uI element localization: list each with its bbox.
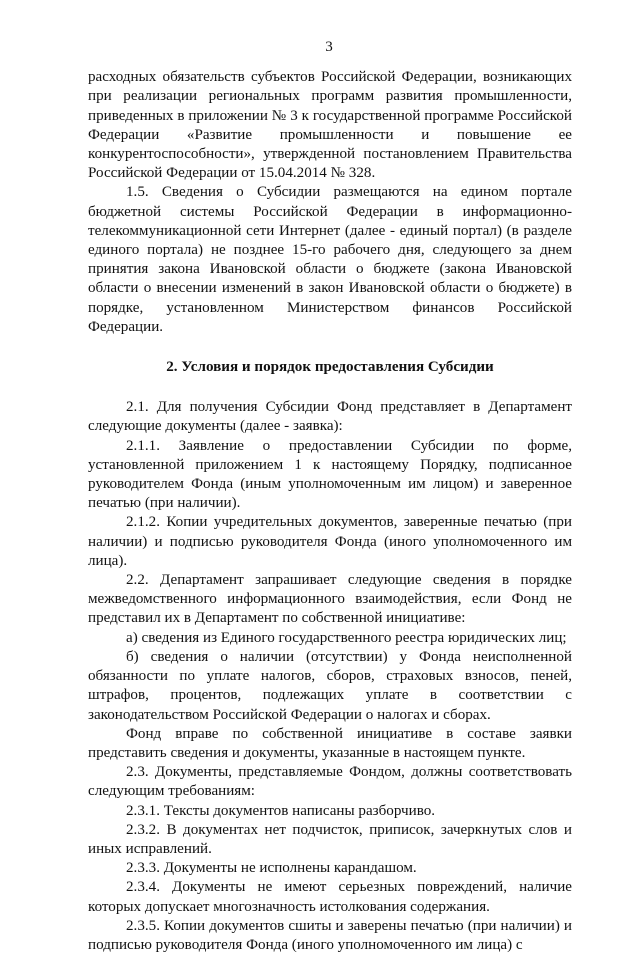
paragraph-2-1-1: 2.1.1. Заявление о предоставлении Субсидии по форме, установленной приложением 1 к настоящему Порядку, подписанное руководителем Фонда (иным уполномоченным им лицом) и заверенное печатью (при наличии). [88,437,572,512]
paragraph-2-1-2: 2.1.2. Копии учредительных документов, заверенные печатью (при наличии) и подписью руководителя Фонда (иного уполномоченного им лица). [88,514,572,569]
paragraph-2-3-2: 2.3.2. В документах нет подчисток, приписок, зачеркнутых слов и иных исправлений. [88,821,572,857]
section-heading: 2. Условия и порядок предоставления Субсидии [166,359,494,376]
paragraph-continuation: расходных обязательств субъектов Российской Федерации, возникающих при реализации региональных программ развития промышленности, приведенных в приложении № 3 к государственной программе Российской Федерации «Развитие промышленности и повышение ее конкурентоспособности», утвержденной постановлением Правительства Российской Федерации от 15.04.2014 № 328. [88,69,572,182]
paragraph-2-2-b: б) сведения о наличии (отсутствии) у Фонда неисполненной обязанности по уплате налогов, сборов, страховых взносов, пеней, штрафов, процентов, подлежащих уплате в соответствии с законодательством Российской Федерации о налогах и сборах. [88,648,572,723]
page-number: 3 [325,39,333,55]
paragraph-2-3: 2.3. Документы, представляемые Фондом, должны соответствовать следующим требованиям: [88,764,572,800]
paragraph-2-1: 2.1. Для получения Субсидии Фонд представляет в Департамент следующие документы (далее - заявка): [88,399,572,435]
paragraph-2-3-3: 2.3.3. Документы не исполнены карандашом. [126,860,417,877]
paragraph-2-3-4: 2.3.4. Документы не имеют серьезных повреждений, наличие которых допускает многозначность истолкования содержания. [88,879,572,915]
document-page [88,38,572,955]
paragraph-fund-right: Фонд вправе по собственной инициативе в составе заявки представить сведения и документы, указанные в настоящем пункте. [88,725,572,761]
paragraph-1-5: 1.5. Сведения о Субсидии размещаются на едином портале бюджетной системы Российской Федерации в информационно-телекоммуникационной сети Интернет (далее - единый портал) (в разделе единого портала) не позднее 15-го рабочего дня, следующего за днем принятия закона Ивановской области о бюджете (закона Ивановской области о внесении изменений в закон Ивановской области о бюджете) в порядке, установленном Министерством финансов Российской Федерации. [88,184,572,335]
paragraph-2-3-5: 2.3.5. Копии документов сшиты и заверены печатью (при наличии) и подписью руководителя Фонда (иного уполномоченного им лица) с [88,917,572,953]
paragraph-2-2: 2.2. Департамент запрашивает следующие сведения в порядке межведомственного информационного взаимодействия, если Фонд не представил их в Департамент по собственной инициативе: [88,572,572,627]
paragraph-2-3-1: 2.3.1. Тексты документов написаны разборчиво. [126,802,436,819]
paragraph-2-2-a: а) сведения из Единого государственного реестра юридических лиц; [126,629,567,646]
